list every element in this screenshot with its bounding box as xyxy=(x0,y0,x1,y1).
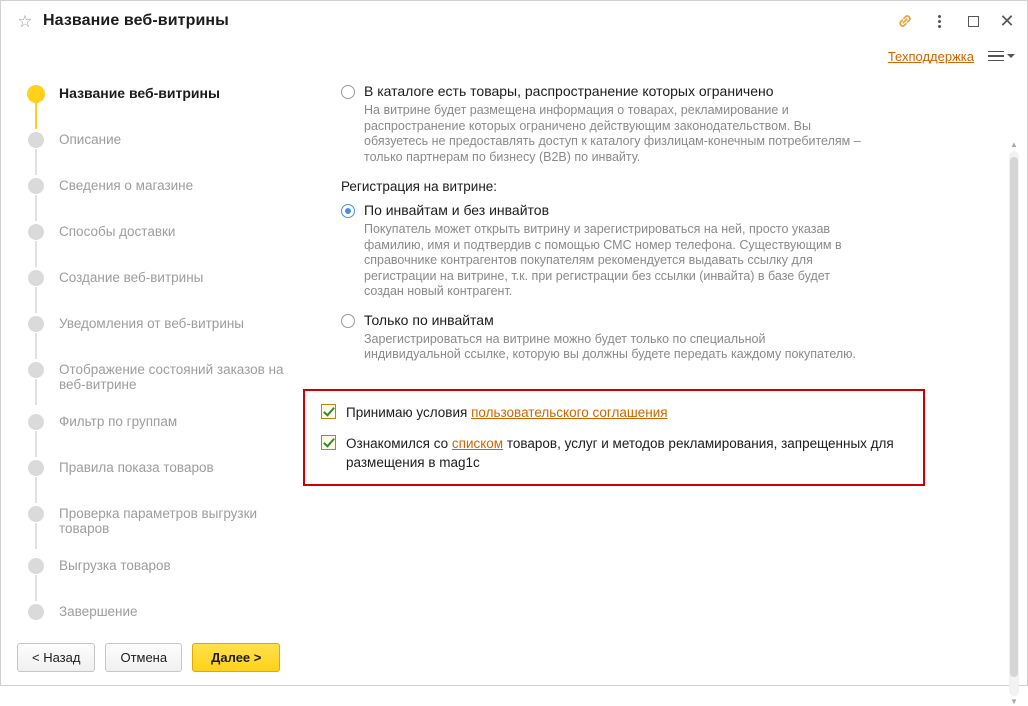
agreement-prohibited-row[interactable] xyxy=(321,434,909,472)
step-label: Правила показа товаров xyxy=(59,460,214,475)
step-label: Завершение xyxy=(59,604,138,619)
maximize-icon[interactable] xyxy=(963,11,983,31)
registration-both-radio-row[interactable] xyxy=(341,202,1027,219)
registration-invite-only-label: Только по инвайтам xyxy=(364,311,494,328)
step-marker xyxy=(23,267,49,286)
sidebar-item-check-params[interactable] xyxy=(23,503,301,555)
step-marker xyxy=(23,175,49,194)
step-label: Способы доставки xyxy=(59,224,176,239)
next-button[interactable]: Далее > xyxy=(192,643,280,672)
sidebar-item-upload-goods[interactable] xyxy=(23,555,301,601)
footer-bar xyxy=(1,629,1027,685)
restricted-goods-label: В каталоге есть товары, распространение которых ограничено xyxy=(364,83,774,99)
agreement-terms-checkbox[interactable] xyxy=(321,404,336,419)
sidebar-item-name[interactable] xyxy=(23,83,301,129)
restricted-goods-radio-row[interactable] xyxy=(341,83,1027,100)
step-marker xyxy=(23,601,49,620)
registration-both-label: По инвайтам и без инвайтов xyxy=(364,202,550,218)
step-label: Отображение состояний заказов на веб-витрине xyxy=(59,362,284,392)
restricted-goods-block xyxy=(341,83,1027,165)
wizard-steps xyxy=(1,71,301,631)
registration-section-label: Регистрация на витрине: xyxy=(341,179,498,194)
page-title: Название веб-витрины xyxy=(43,12,229,29)
step-label: Описание xyxy=(59,132,122,147)
kebab-menu-icon[interactable] xyxy=(929,11,949,31)
sidebar-item-group-filter[interactable] xyxy=(23,411,301,457)
sidebar-item-delivery[interactable] xyxy=(23,221,301,267)
sidebar-item-shop-info[interactable] xyxy=(23,175,301,221)
sidebar-item-notifications[interactable] xyxy=(23,313,301,359)
step-label: Проверка параметров выгрузки товаров xyxy=(59,506,258,536)
step-marker xyxy=(23,503,49,522)
link-icon[interactable] xyxy=(895,11,915,31)
hamburger-menu-icon[interactable] xyxy=(988,51,1015,62)
support-link[interactable]: Техподдержка xyxy=(887,48,974,64)
step-label: Сведения о магазине xyxy=(59,178,194,193)
step-marker xyxy=(23,359,49,378)
scroll-thumb[interactable] xyxy=(1010,157,1018,677)
agreement-prohibited-checkbox[interactable] xyxy=(321,435,336,450)
step-marker xyxy=(23,129,49,148)
agreement-prohibited-prefix: Ознакомился со xyxy=(346,435,452,451)
step-label: Уведомления от веб-витрины xyxy=(59,316,245,331)
step-marker xyxy=(23,83,49,103)
sidebar-item-create-showcase[interactable] xyxy=(23,267,301,313)
step-marker xyxy=(23,457,49,476)
restricted-goods-radio[interactable] xyxy=(341,85,355,99)
agreement-terms-prefix: Принимаю условия xyxy=(346,404,472,420)
step-label: Название веб-витрины xyxy=(59,85,220,101)
step-marker xyxy=(23,411,49,430)
registration-both-radio[interactable] xyxy=(341,204,355,218)
sidebar-item-display-rules[interactable] xyxy=(23,457,301,503)
agreements-highlight-box xyxy=(303,389,925,486)
restricted-goods-help: На витрине будет размещена информация о товарах, рекламирование и распространение которых ограничено действующим законодательством. Вы обязуетесь не предоставлять доступ к каталогу физлицам-конечным потребителям – только партнерам по бизнесу (B2B) по инвайту. xyxy=(364,103,861,164)
sub-header xyxy=(1,41,1027,71)
scroll-up-arrow[interactable]: ▲ xyxy=(1010,140,1018,149)
step-marker xyxy=(23,313,49,332)
wizard-pane xyxy=(301,71,1027,631)
agreement-terms-text xyxy=(346,403,668,422)
user-agreement-link[interactable]: пользовательского соглашения xyxy=(471,404,668,420)
agreement-terms-row[interactable] xyxy=(321,403,909,422)
close-icon[interactable]: ✕ xyxy=(999,11,1015,31)
cancel-button[interactable]: Отмена xyxy=(105,643,182,672)
back-button[interactable]: < Назад xyxy=(17,643,95,672)
star-icon[interactable]: ☆ xyxy=(17,11,33,31)
title-bar-actions xyxy=(895,11,1017,31)
sidebar-item-description[interactable] xyxy=(23,129,301,175)
vertical-scrollbar[interactable] xyxy=(1009,140,1019,706)
title-bar xyxy=(1,1,1027,41)
registration-invite-only-help: Зарегистрироваться на витрине можно будет только по специальной индивидуальной ссылке, которую вы должны будете передать каждому покупателю. xyxy=(364,331,856,361)
step-label: Создание веб-витрины xyxy=(59,270,204,285)
registration-invite-only-radio[interactable] xyxy=(341,314,355,328)
step-label: Фильтр по группам xyxy=(59,414,178,429)
step-marker xyxy=(23,221,49,240)
sidebar-item-order-states[interactable] xyxy=(23,359,301,411)
scroll-down-arrow[interactable]: ▼ xyxy=(1010,697,1018,706)
registration-invite-only-radio-row[interactable] xyxy=(341,312,1027,329)
step-label: Выгрузка товаров xyxy=(59,558,171,573)
registration-both-help: Покупатель может открыть витрину и зарегистрироваться на ней, просто указав фамилию, имя и подтвердив с помощью СМС номер телефона. Существующим в справочнике контрагентов покупателям рекомендуется выдавать ссылку для регистрации на витрине, т.к. при регистрации без ссылки (инвайта) в базе будет создан новый контрагент. xyxy=(364,222,842,298)
registration-invite-only-block xyxy=(341,312,1027,363)
step-marker xyxy=(23,555,49,574)
agreement-prohibited-suffix: товаров, услуг и методов рекламирования, запрещенных для размещения в mag1c xyxy=(346,435,894,470)
agreement-prohibited-text xyxy=(346,434,906,472)
prohibited-list-link[interactable]: списком xyxy=(451,435,504,451)
registration-both-block xyxy=(341,202,1027,300)
